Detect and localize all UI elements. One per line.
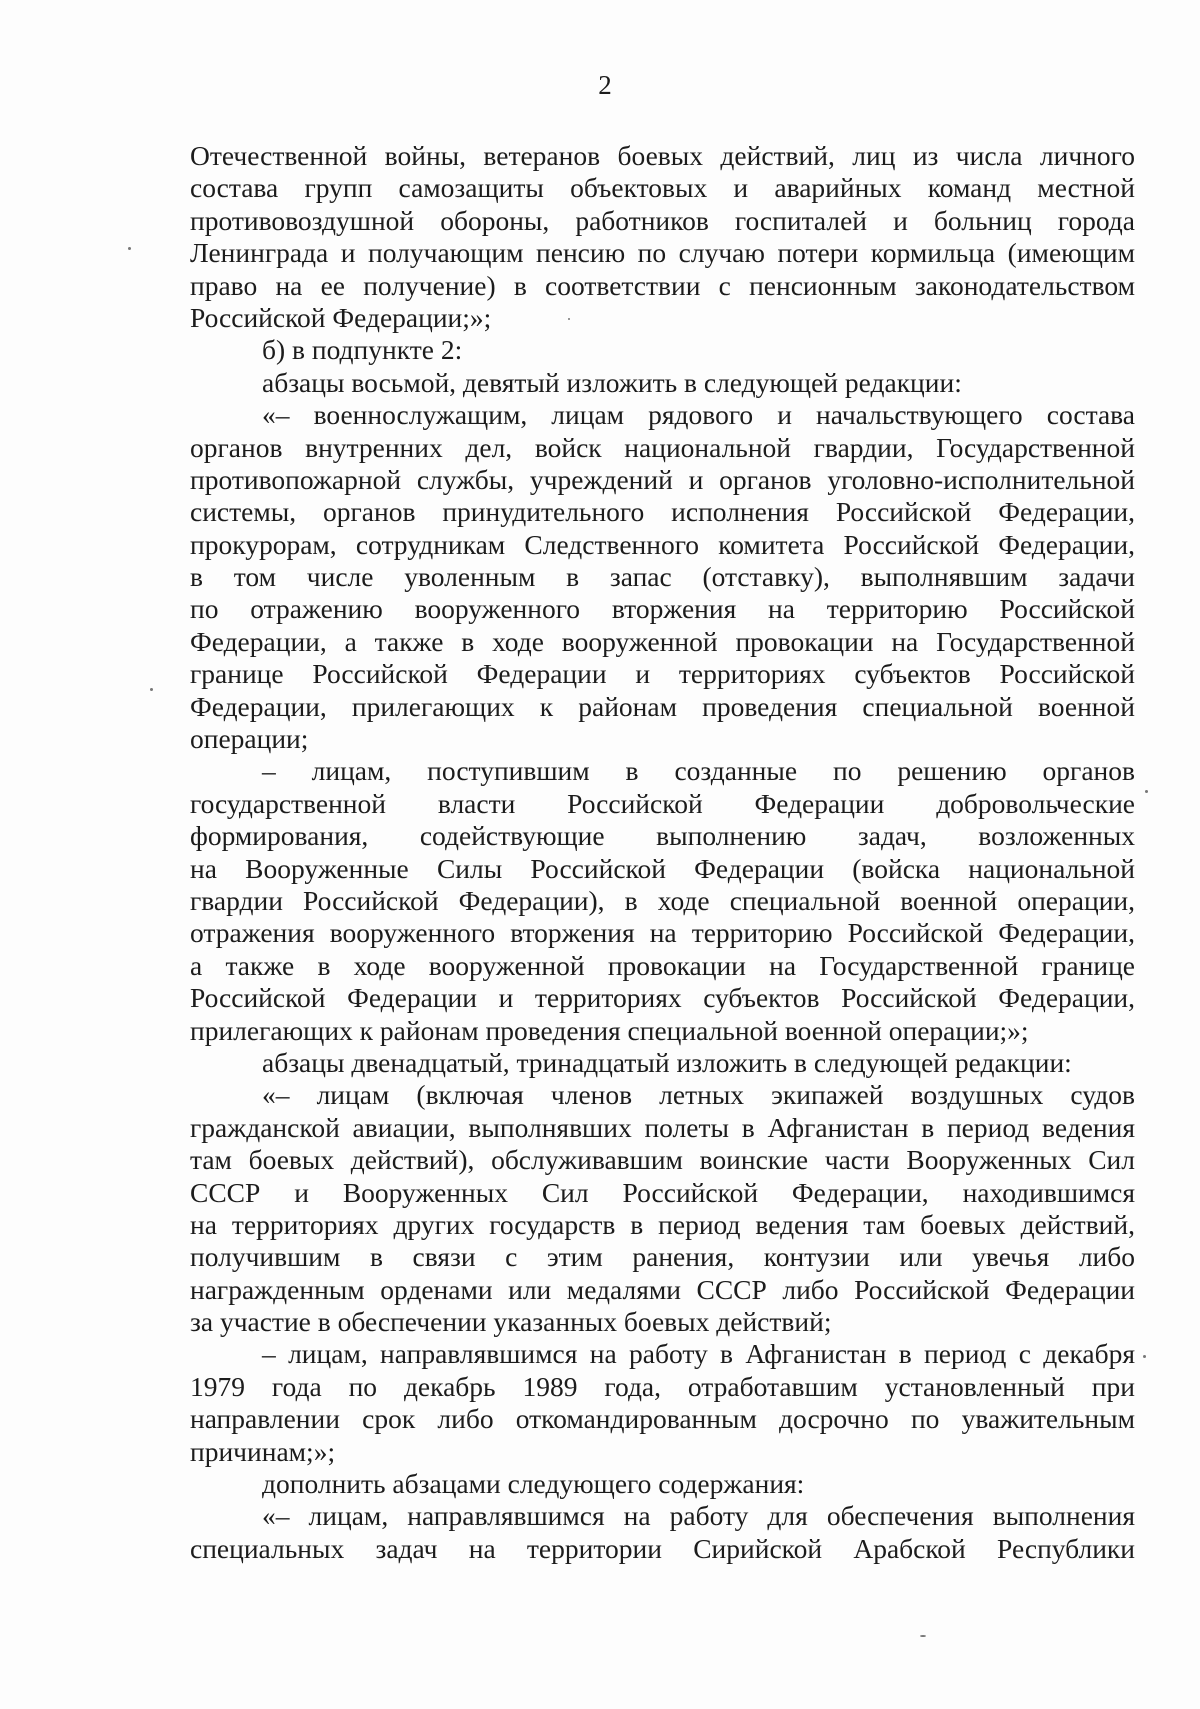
text-line: – лицам, направлявшимся на работу в Афганистан в период с декабря <box>262 1338 1135 1370</box>
text-line: абзацы восьмой, девятый изложить в следующей редакции: <box>262 366 962 398</box>
text-line: системы, органов принудительного исполнения Российской Федерации, <box>190 496 1135 528</box>
text-line: 1979 года по декабрь 1989 года, отработавшим установленный при <box>190 1370 1135 1402</box>
text-line: отражения вооруженного вторжения на территорию Российской Федерации, <box>190 917 1135 949</box>
document-body <box>190 140 1135 1565</box>
text-line: прокурорам, сотрудникам Следственного комитета Российской Федерации, <box>190 528 1135 560</box>
scan-speck <box>150 688 153 691</box>
text-line: б) в подпункте 2: <box>262 334 463 366</box>
text-line: гвардии Российской Федерации), в ходе специальной военной операции, <box>190 884 1135 916</box>
scan-speck <box>920 1635 926 1637</box>
text-line: получившим в связи с этим ранения, контузии или увечья либо <box>190 1241 1135 1273</box>
text-line: состава групп самозащиты объектовых и аварийных команд местной <box>190 172 1135 204</box>
text-line: противопожарной службы, учреждений и органов уголовно-исполнительной <box>190 463 1135 495</box>
scan-speck <box>1145 790 1148 793</box>
text-line: Российской Федерации;»; <box>190 301 492 333</box>
text-line: а также в ходе вооруженной провокации на Государственной границе <box>190 949 1135 981</box>
text-line: государственной власти Российской Федерации добровольческие <box>190 787 1135 819</box>
text-line: право на ее получение) в соответствии с пенсионным законодательством <box>190 269 1135 301</box>
text-line: в том числе уволенным в запас (отставку), выполнявшим задачи <box>190 561 1135 593</box>
scan-speck <box>568 318 570 320</box>
text-line: Ленинграда и получающим пенсию по случаю потери кормильца (имеющим <box>190 237 1135 269</box>
page-number: 2 <box>598 70 612 100</box>
text-line: на территориях других государств в период ведения там боевых действий, <box>190 1208 1135 1240</box>
text-line: направлении срок либо откомандированным досрочно по уважительным <box>190 1403 1135 1435</box>
text-line: противовоздушной обороны, работников госпиталей и больниц города <box>190 204 1135 236</box>
text-line: на Вооруженные Силы Российской Федерации (войска национальной <box>190 852 1135 884</box>
scan-speck <box>1143 1355 1146 1358</box>
text-line: Федерации, прилегающих к районам проведения специальной военной <box>190 690 1135 722</box>
text-line: гражданской авиации, выполнявших полеты в Афганистан в период ведения <box>190 1111 1135 1143</box>
text-line: Федерации, а также в ходе вооруженной провокации на Государственной <box>190 625 1135 657</box>
text-line: – лицам, поступившим в созданные по решению органов <box>262 755 1135 787</box>
text-line: абзацы двенадцатый, тринадцатый изложить в следующей редакции: <box>262 1046 1072 1078</box>
text-line: Российской Федерации и территориях субъектов Российской Федерации, <box>190 982 1135 1014</box>
text-line: органов внутренних дел, войск национальной гвардии, Государственной <box>190 431 1135 463</box>
text-line: границе Российской Федерации и территориях субъектов Российской <box>190 658 1135 690</box>
text-line: дополнить абзацами следующего содержания: <box>262 1468 805 1500</box>
text-line: за участие в обеспечении указанных боевых действий; <box>190 1306 832 1338</box>
scan-speck <box>128 247 131 250</box>
text-line: Отечественной войны, ветеранов боевых действий, лиц из числа личного <box>190 140 1135 171</box>
text-line: по отражению вооруженного вторжения на территорию Российской <box>190 593 1135 625</box>
text-line: «– военнослужащим, лицам рядового и начальствующего состава <box>262 399 1135 431</box>
text-line: специальных задач на территории Сирийской Арабской Республики <box>190 1532 1135 1564</box>
text-line: награжденным орденами или медалями СССР либо Российской Федерации <box>190 1273 1135 1305</box>
text-line: там боевых действий), обслуживавшим воинские части Вооруженных Сил <box>190 1144 1135 1176</box>
text-line: прилегающих к районам проведения специальной военной операции;»; <box>190 1014 1029 1046</box>
text-line: «– лицам, направлявшимся на работу для обеспечения выполнения <box>262 1500 1135 1532</box>
text-line: операции; <box>190 723 309 755</box>
text-line: «– лицам (включая членов летных экипажей воздушных судов <box>262 1079 1135 1111</box>
text-line: СССР и Вооруженных Сил Российской Федерации, находившимся <box>190 1176 1135 1208</box>
text-line: причинам;»; <box>190 1435 336 1467</box>
text-line: формирования, содействующие выполнению задач, возложенных <box>190 820 1135 852</box>
